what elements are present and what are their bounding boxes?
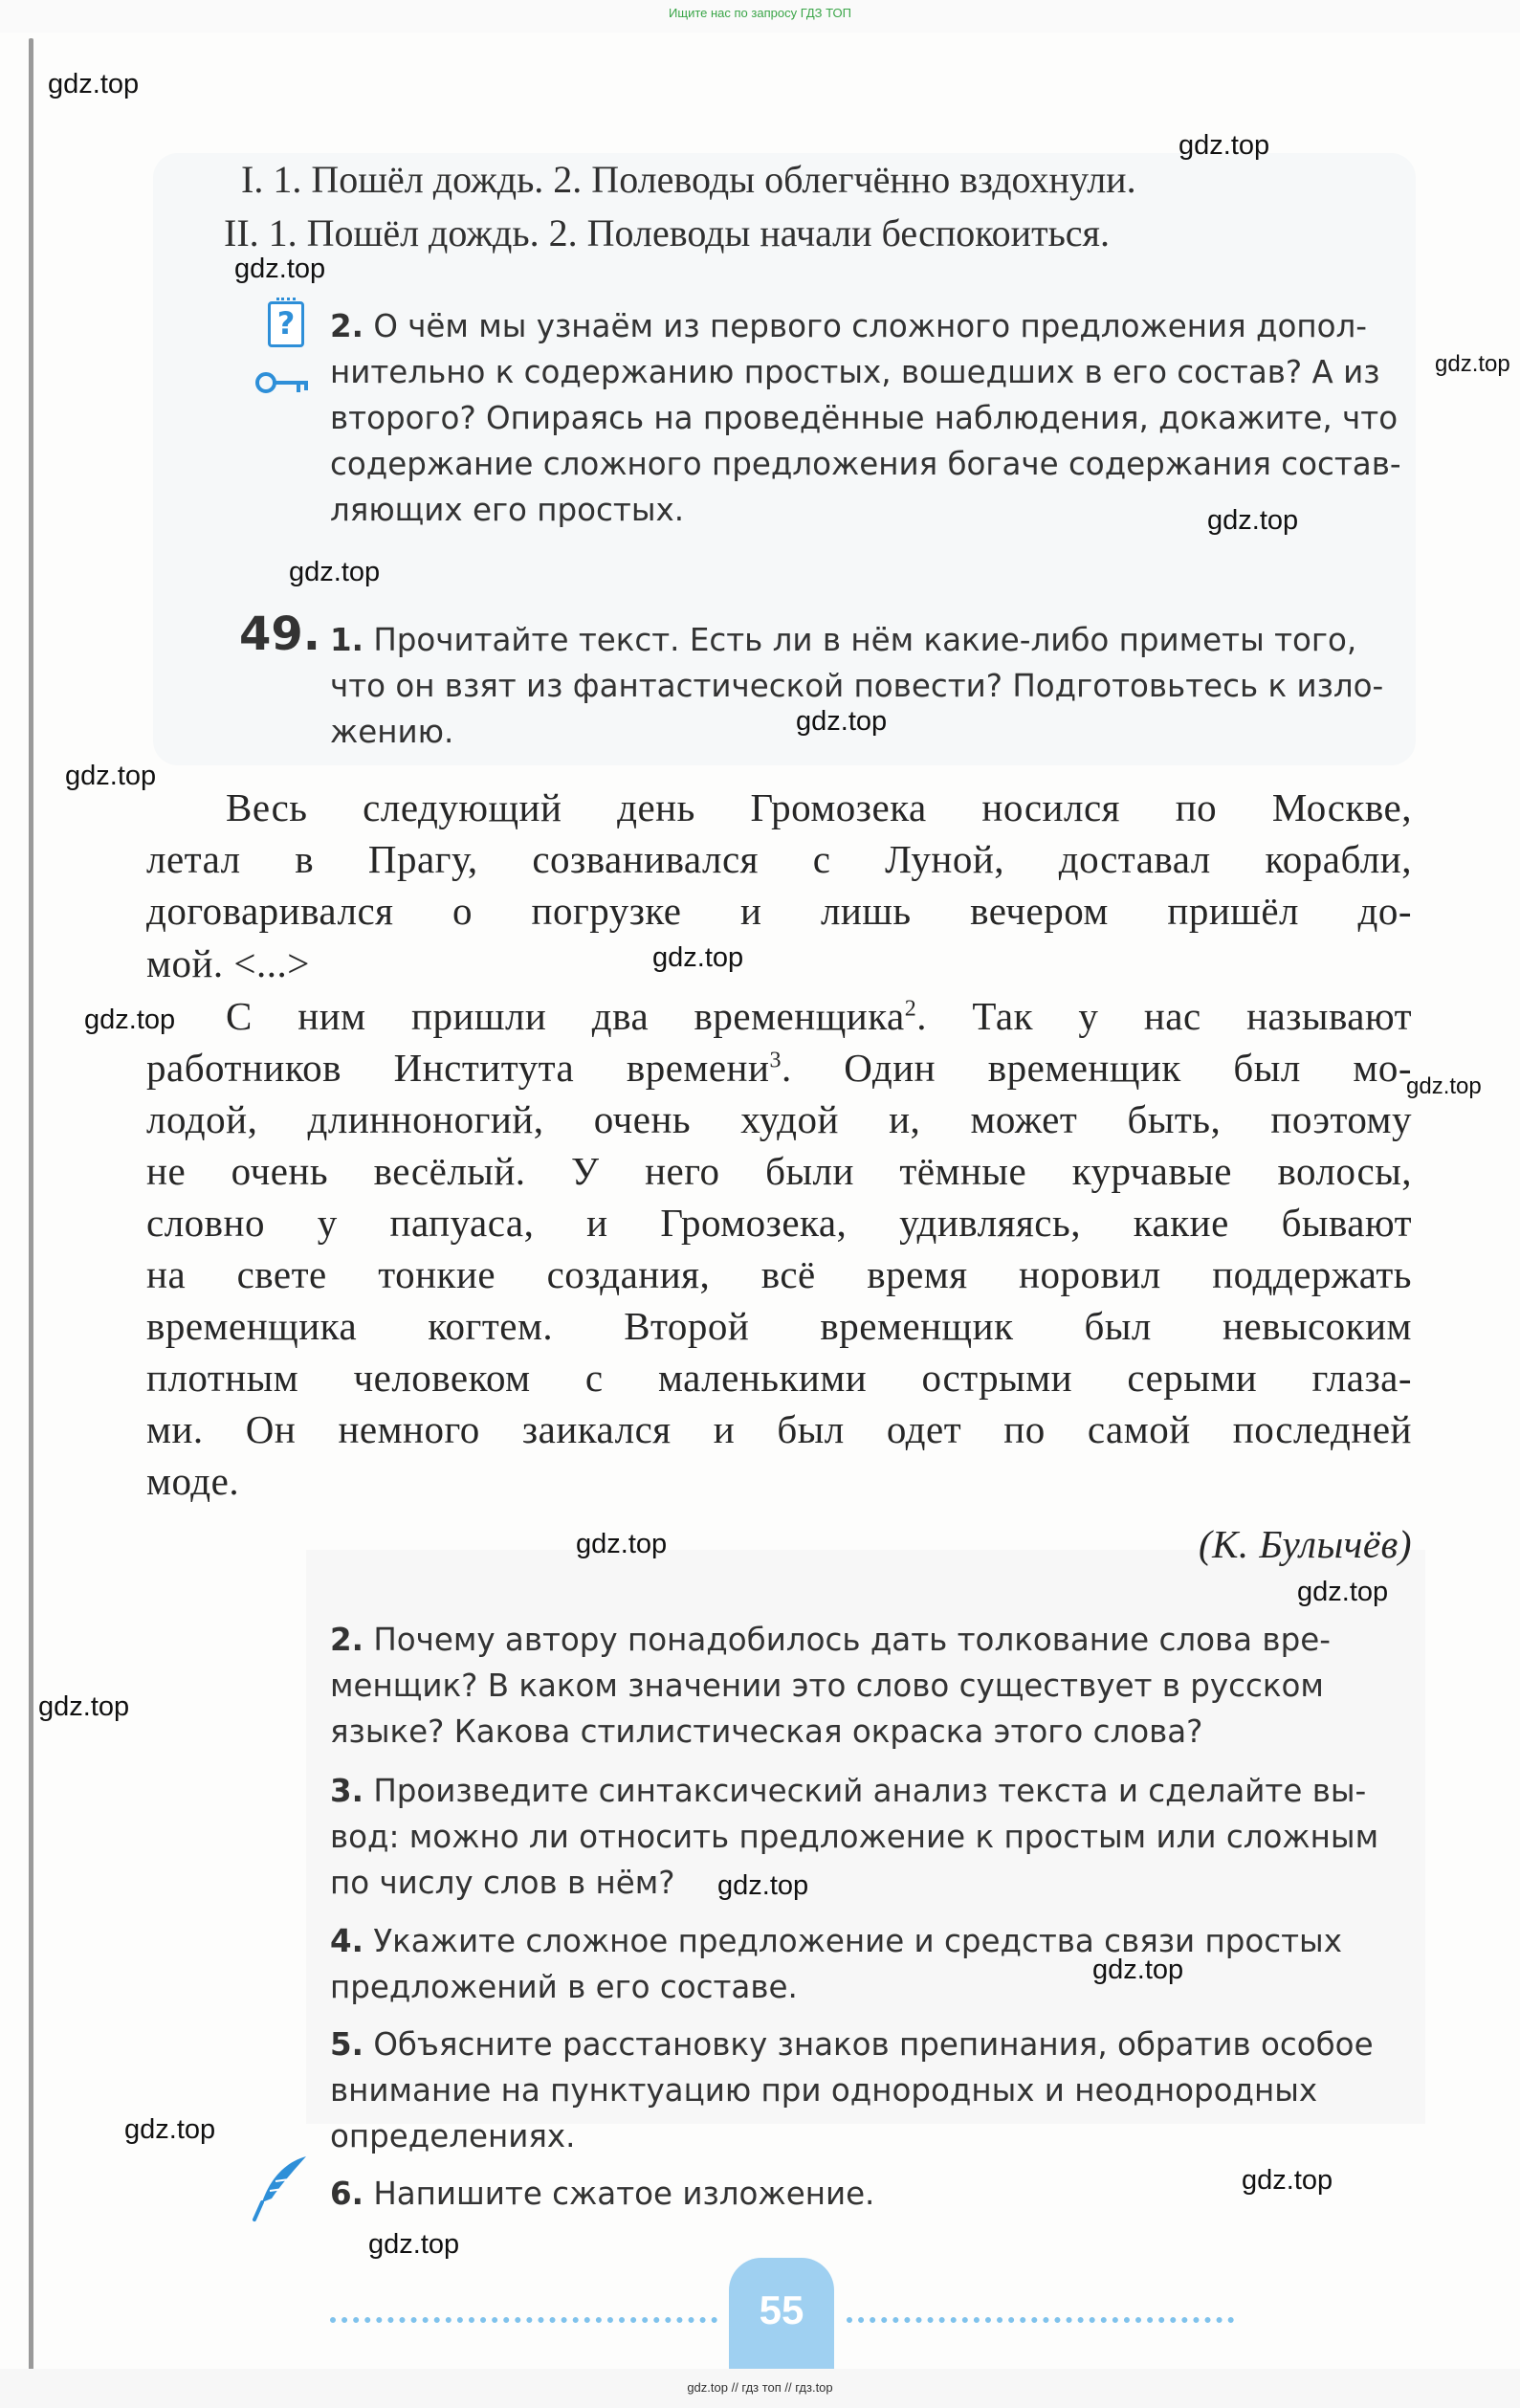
watermark: gdz.top xyxy=(1179,130,1270,161)
key-icon xyxy=(254,366,312,399)
watermark: gdz.top xyxy=(1207,505,1299,536)
task-line: нительно к содержанию простых, вошедших в его состав? А из xyxy=(330,354,1380,390)
task-line: второго? Опираясь на проведённые наблюдения, докажите, что xyxy=(330,400,1399,436)
watermark: gdz.top xyxy=(1435,351,1510,377)
task-number: 1. xyxy=(330,622,363,658)
footnote-mark: 2 xyxy=(904,996,917,1022)
footer-dotted-line xyxy=(330,2317,717,2334)
task-line: что он взят из фантастической повести? Подготовьтесь к изло- xyxy=(330,668,1384,704)
text-line: мой. <...> xyxy=(146,941,310,985)
task-number: 3. xyxy=(330,1773,363,1809)
question-icon: ? xyxy=(268,301,304,347)
task-line: внимание на пунктуацию при однородных и неоднородных xyxy=(330,2072,1318,2109)
text-fragment: С ним пришли два временщика xyxy=(226,994,905,1038)
text-line: плотным человеком с маленькими острыми серыми глаза- xyxy=(146,1356,1412,1400)
text-line: договаривался о погрузке и лишь вечером пришёл до- xyxy=(146,889,1412,933)
task-line xyxy=(330,2176,874,2212)
watermark: gdz.top xyxy=(1297,1577,1389,1607)
watermark: gdz.top xyxy=(368,2229,460,2260)
task-line: вод: можно ли относить предложение к простым или сложным xyxy=(330,1819,1379,1855)
watermark: gdz.top xyxy=(38,1691,130,1722)
watermark: gdz.top xyxy=(717,1870,809,1901)
top-banner: Ищите нас по запросу ГДЗ ТОП xyxy=(669,6,851,20)
task-number: 6. xyxy=(330,2176,363,2212)
watermark: gdz.top xyxy=(1092,1955,1184,1985)
watermark: gdz.top xyxy=(48,69,140,99)
watermark: gdz.top xyxy=(796,706,888,737)
task-text: Объясните расстановку знаков препинания, обратив особое xyxy=(373,2026,1374,2063)
task-line: менщик? В каком значении это слово существует в русском xyxy=(330,1668,1324,1704)
text-fragment: . Один временщик был мо- xyxy=(781,1046,1412,1090)
watermark: gdz.top xyxy=(234,254,326,284)
task-number: 5. xyxy=(330,2026,363,2063)
task-line: содержание сложного предложения богаче содержания состав- xyxy=(330,446,1401,482)
task-line xyxy=(330,308,1367,344)
task-text: Прочитайте текст. Есть ли в нём какие-либо приметы того, xyxy=(373,622,1357,658)
page-edge xyxy=(29,38,33,2373)
task-number: 4. xyxy=(330,1923,363,1959)
author-attribution: (К. Булычёв) xyxy=(1198,1522,1412,1566)
task-line: ляющих его простых. xyxy=(330,492,685,528)
task-number: 2. xyxy=(330,1622,363,1658)
text-line xyxy=(146,1045,1412,1091)
text-line: на свете тонкие создания, всё время норовил поддержать xyxy=(146,1252,1412,1296)
text-line: временщика когтем. Второй временщик был невысоким xyxy=(146,1304,1412,1348)
text-line: лодой, длинноногий, очень худой и, может быть, поэтому xyxy=(146,1097,1412,1141)
watermark: gdz.top xyxy=(1242,2165,1333,2196)
task-text: Почему автору понадобилось дать толкование слова вре- xyxy=(373,1622,1331,1658)
watermark: gdz.top xyxy=(65,761,157,791)
text-fragment: работников Института времени xyxy=(146,1046,770,1090)
task-text: Произведите синтаксический анализ текста и сделайте вы- xyxy=(373,1773,1367,1809)
task-line xyxy=(330,1622,1331,1658)
task-line: по числу слов в нём? xyxy=(330,1865,675,1901)
watermark: gdz.top xyxy=(1406,1073,1482,1099)
feather-pen-icon xyxy=(251,2153,310,2223)
intro-line: II. 1. Пошёл дождь. 2. Полеводы начали беспокоиться. xyxy=(224,211,1110,254)
watermark: gdz.top xyxy=(289,557,381,587)
task-number: 2. xyxy=(330,308,363,344)
text-line xyxy=(226,993,1412,1039)
footnote-mark: 3 xyxy=(769,1048,782,1073)
text-line: не очень весёлый. У него были тёмные курчавые волосы, xyxy=(146,1149,1412,1193)
page-number: 55 xyxy=(729,2258,834,2373)
watermark: gdz.top xyxy=(124,2114,216,2145)
task-text: О чём мы узнаём из первого сложного предложения допол- xyxy=(373,308,1367,344)
task-line xyxy=(330,622,1356,658)
text-line: ми. Он немного заикался и был одет по самой последней xyxy=(146,1407,1412,1451)
text-line: летал в Прагу, созванивался с Луной, доставал корабли, xyxy=(146,837,1412,881)
intro-line: I. 1. Пошёл дождь. 2. Полеводы облегчённо вздохнули. xyxy=(241,158,1136,201)
task-line: жению. xyxy=(330,714,454,750)
text-line: словно у папуаса, и Громозека, удивляясь, какие бывают xyxy=(146,1201,1412,1245)
bottom-banner: gdz.top // гдз топ // гдз.top xyxy=(687,2380,833,2395)
watermark: gdz.top xyxy=(576,1529,668,1559)
footer-dotted-line xyxy=(847,2317,1234,2334)
task-text: Напишите сжатое изложение. xyxy=(373,2176,875,2212)
exercise-number: 49. xyxy=(239,608,321,661)
task-line xyxy=(330,1923,1342,1959)
watermark: gdz.top xyxy=(84,1005,176,1035)
task-line xyxy=(330,1773,1366,1809)
watermark: gdz.top xyxy=(652,942,744,973)
text-fragment: . Так у нас называют xyxy=(916,994,1412,1038)
text-line: моде. xyxy=(146,1459,240,1503)
task-line: предложений в его составе. xyxy=(330,1969,798,2005)
task-line: языке? Какова стилистическая окраска этого слова? xyxy=(330,1713,1203,1750)
task-line: определениях. xyxy=(330,2118,576,2154)
text-line: Весь следующий день Громозека носился по Москве, xyxy=(226,785,1412,829)
task-text: Укажите сложное предложение и средства связи простых xyxy=(373,1923,1342,1959)
task-line xyxy=(330,2026,1374,2063)
